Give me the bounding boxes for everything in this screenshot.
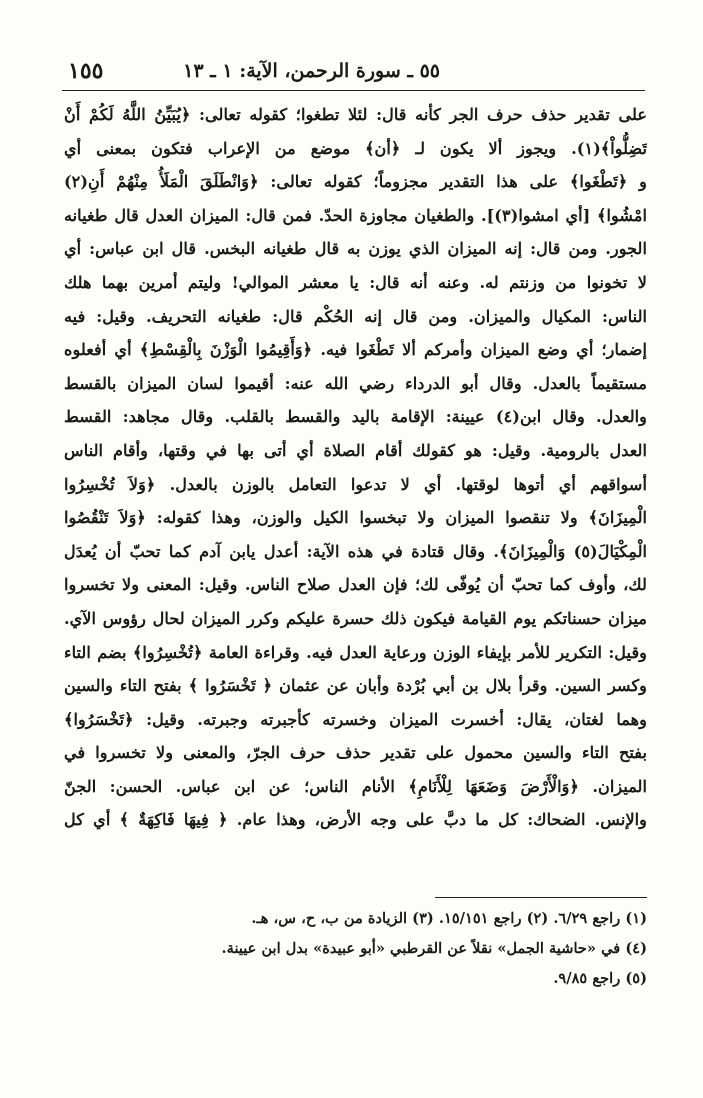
text-line: العدل بالرومية. وقيل: هو كقولك أقام الصلاة أي أتى بها في وقتها، وأقام الناس: [64, 440, 647, 460]
text-line: بفتح التاء والسين محمول على تقدير حذف حرف الجرّ، والمعنى ولا تخسروا في: [64, 743, 647, 763]
text-line: الميزان. ﴿وَالْأَرْضَ وَضَعَهَا لِلْأَنَامِ﴾ الأنام الناس؛ عن ابن عباس. الحسن: الجنّ: [64, 776, 647, 796]
page-header: [62, 56, 645, 91]
text-line: امْشُوا﴾ [أي امشوا(٣)]. والطغيان مجاوزة الحدّ. فمن قال: الميزان العدل قال طغيانه: [64, 205, 647, 225]
text-line: ميزان حسناتكم يوم القيامة فيكون ذلك حسرة عليكم وكرر الميزان لحال رؤوس الآي.: [64, 608, 647, 628]
page-number: ١٥٥: [68, 58, 104, 84]
text-line: أسواقهم أي أتوها لوقتها. أي لا تدعوا التعامل بالوزن بالعدل. ﴿وَلاَ تُخْسِرُوا: [64, 474, 647, 494]
text-line: الْمِكْيَالَ(٥) وَالْمِيزَانَ﴾. وقال قتادة في هذه الآية: أعدل يابن آدم كما تحبّ أن يُعدَل: [64, 541, 647, 561]
text-line: الْمِيزَانَ﴾ ولا تنقصوا الميزان ولا تبخسوا الكيل والوزن، وهذا كقوله: ﴿وَلاَ تَنْقُصُوا: [64, 508, 647, 528]
text-line: الناس: المكيال والميزان. ومن قال إنه الحُكْم قال: طغيانه التحريف. وقيل: فيه: [64, 306, 647, 326]
text-line: و ﴿تَطْغَوا﴾ على هذا التقدير مجزوماً؛ كقوله تعالى: ﴿وَانْطَلَقَ الْمَلَأُ مِنْهُمْ أَنِ(٢): [64, 172, 647, 192]
text-line: الجور. ومن قال: إنه الميزان الذي يوزن به قال طغيانه البخس. قال ابن عباس: أي: [64, 239, 647, 259]
footnote: (٤) في «حاشية الجمل» نقلاً عن القرطبي «أبو عبيدة» بدل ابن عيينة.: [221, 940, 647, 957]
footnote: (٥) راجع ٩/٨٥.: [553, 970, 647, 987]
text-line: وقيل: التكرير للأمر بإيفاء الوزن ورعاية العدل فيه. وقراءة العامة ﴿تُخْسِرُوا﴾ بضم التاء: [64, 642, 647, 662]
text-line: لا تخونوا من وزنتم له. وعنه أنه قال: يا معشر الموالي! وليتم أمرين بهما هلك: [64, 272, 647, 292]
text-line: والإنس. الضحاك: كل ما دبَّ على وجه الأرض، وهذا عام. ﴿ فِيهَا فَاكِهَةٌ ﴾ أي كل: [64, 810, 647, 830]
text-line: والعدل. وقال ابن(٤) عيينة: الإقامة باليد والقسط بالقلب. وقال مجاهد: القسط: [64, 407, 647, 427]
footnotes: [64, 904, 647, 994]
running-title: ٥٥ ـ سورة الرحمن، الآية: ١ ـ ١٣: [183, 60, 440, 82]
text-line: تَضِلُّواْ﴾(١). ويجوز ألا يكون لـ ﴿أن﴾ موضع من الإعراب فتكون بمعنى أي: [64, 138, 647, 158]
text-line: إضمار؛ أي وضع الميزان وأمركم ألا تَطْغَوا فيه. ﴿وَأَقِيمُوا الْوَزْنَ بِالْقِسْطِ﴾ أي أفعلوه: [64, 340, 647, 360]
text-line: مستقيماً بالعدل. وقال أبو الدرداء رضي الله عنه: أقيموا لسان الميزان بالقسط: [64, 373, 647, 393]
text-line: لك، وأوف كما تحبّ أن يُوفّى لك؛ فإن العدل صلاح الناس. وقيل: المعنى ولا تخسروا: [64, 575, 647, 595]
text-line: وكسر السين. وقرأ بلال بن أبي بُرْدة وأبان عن عثمان ﴿ تَخْسَرُوا ﴾ بفتح التاء والسين: [64, 676, 647, 696]
text-line: على تقدير حذف حرف الجر كأنه قال: لئلا تطغوا؛ كقوله تعالى: ﴿يُبَيِّنُ اللَّهُ لَكُمْ أَنْ: [64, 105, 647, 124]
footnote: (١) راجع ٦/٢٩. (٢) راجع ١٥/١٥١. (٣) الزيادة من ب، ح، س، هـ.: [251, 910, 647, 927]
text-line: وهما لغتان، يقال: أخسرت الميزان وخسرته كأجبرته وجبرته. وقيل: ﴿تَخْسَرُوا﴾: [64, 709, 647, 729]
footnote-divider: [435, 897, 647, 898]
body-text: [64, 98, 647, 837]
